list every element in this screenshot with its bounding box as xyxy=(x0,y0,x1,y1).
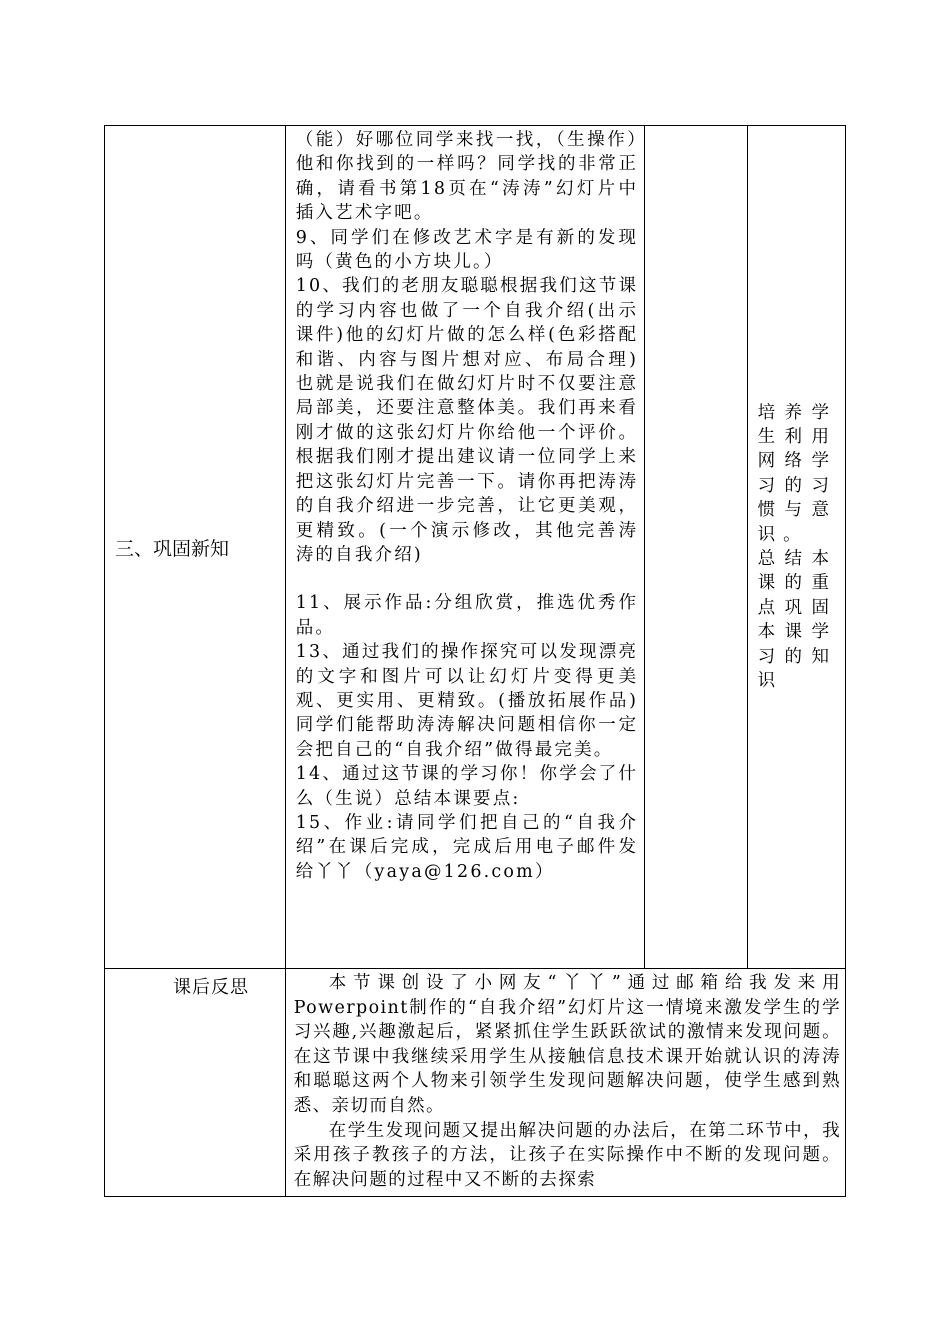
reflection-label-cell xyxy=(105,969,286,1197)
content-paragraph: 14、通过这节课的学习你！你学会了什么（生说）总结本课要点: xyxy=(295,764,639,809)
content-paragraph: 13、通过我们的操作探究可以发现漂亮的文字和图片可以让幻灯片变得更美观、更实用、更精致。(播放拓展作品)同学们能帮助涛涛解决问题相信你一定会把自己的“自我介绍”做得最完美。 xyxy=(295,642,639,760)
content-paragraph: 9、同学们在修改艺术字是有新的发现吗（黄色的小方块儿。） xyxy=(295,227,639,273)
content-paragraph: 15、作业:请同学们把自己的“自我介绍”在课后完成，完成后用电子邮件发给丫丫（yaya@126.com） xyxy=(295,812,639,882)
reflection-paragraph: 本节课创设了小网友“丫丫”通过邮箱给我发来用Powerpoint制作的“自我介绍”幻灯片这一情境来激发学生的学习兴趣,兴趣激起后，紧紧抓住学生跃跃欲试的激情来发现问题。在这节课中我继续采用学生从接触信息技术课开始就认识的涛涛和聪聪这两个人物来引领学生发现问题解决问题，使学生感到熟悉、亲切而自然。 xyxy=(293,973,841,1116)
paragraph-spacer xyxy=(296,567,638,591)
reflection-label: 课后反思 xyxy=(173,977,249,998)
content-paragraph: （能）好哪位同学来找一找，（生操作）他和你找到的一样吗？同学找的非常正确，请看书第18页在“涛涛”幻灯片中插入艺术字吧。 xyxy=(295,130,639,224)
stage-label: 三、巩固新知 xyxy=(115,537,230,560)
goal-text: 总结本课的重点巩固本课学习的知识 xyxy=(757,549,837,692)
lesson-plan-table xyxy=(104,125,846,1197)
reflection-paragraph: 在学生发现问题又提出解决问题的办法后，在第二环节中，我采用孩子教孩子的方法，让孩子在实际操作中不断的发现问题。在解决问题的过程中又不断的去探索 xyxy=(293,1120,841,1190)
table-row-reflection xyxy=(105,969,846,1197)
teaching-content-cell xyxy=(285,126,644,969)
empty-cell xyxy=(645,126,747,969)
table-row-consolidate xyxy=(105,126,846,969)
content-paragraph: 11、展示作品:分组欣赏，推选优秀作品。 xyxy=(295,593,639,638)
goal-text: 培养学生利用网络学习的习惯与意识。 xyxy=(757,402,837,545)
reflection-content-cell xyxy=(285,969,845,1197)
stage-label-cell xyxy=(105,126,286,969)
design-intent-cell xyxy=(747,126,845,969)
content-paragraph: 10、我们的老朋友聪聪根据我们这节课的学习内容也做了一个自我介绍(出示课件)他的幻灯片做的怎么样(色彩搭配和谐、内容与图片想对应、布局合理)也就是说我们在做幻灯片时不仅要注意局部美，还要注意整体美。我们再来看刚才做的这张幻灯片你给他一个评价。根据我们刚才提出建议请一位同学上来把这张幻灯片完善一下。请你再把涛涛的自我介绍进一步完善，让它更美观，更精致。(一个演示修改，其他完善涛涛的自我介绍) xyxy=(295,276,639,565)
